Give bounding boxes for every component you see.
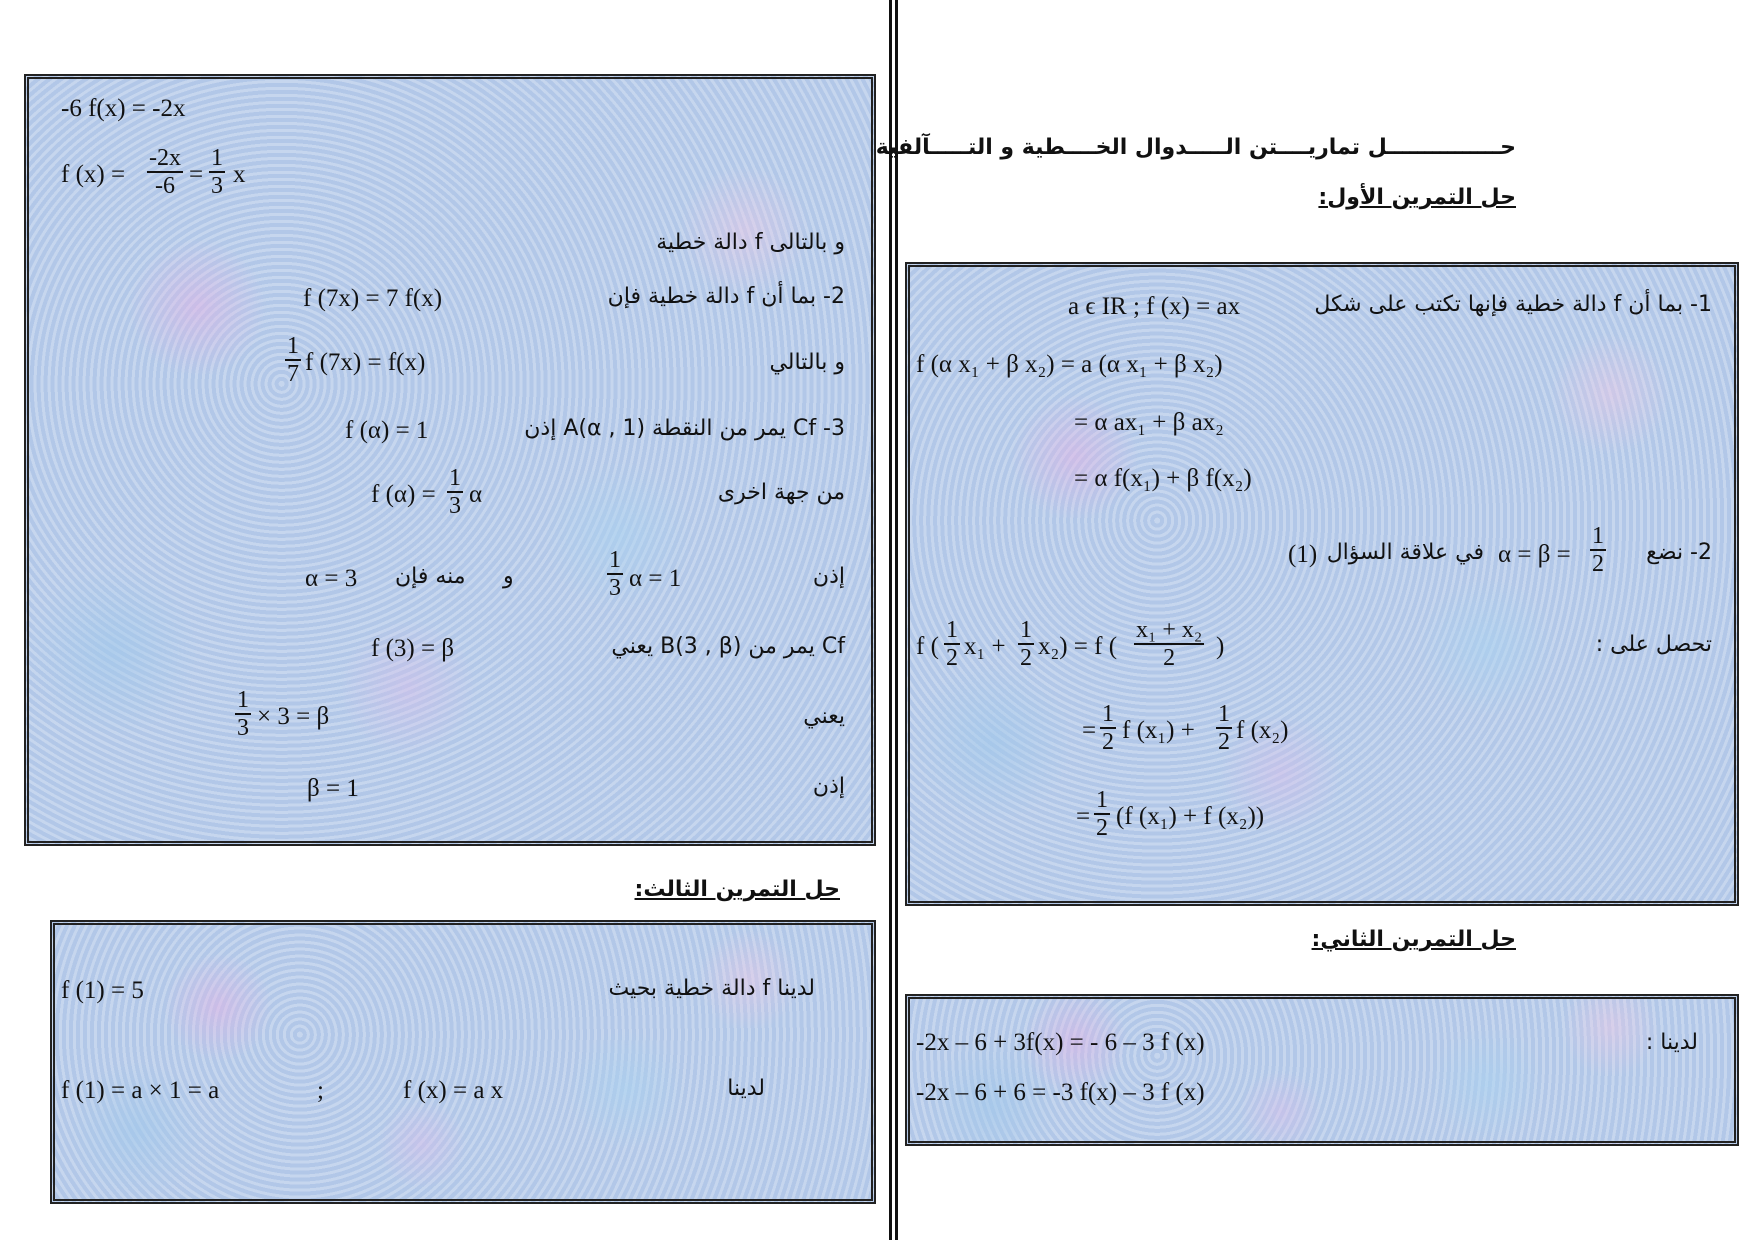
ex1-line7-a: = xyxy=(1082,717,1097,744)
cont-line9-text: Cf يمر من (B(3 , β يعني xyxy=(611,634,845,659)
cont-line9-math: f (3) = β xyxy=(371,635,455,662)
cont-line5-text: و بالتالي xyxy=(769,350,845,375)
ex1-line6-frac2 xyxy=(1018,617,1034,671)
ex1-line4-math: = α f(x₁) + β f(x₂) xyxy=(1074,465,1252,492)
fraction-denominator: 3 xyxy=(211,173,223,199)
fraction-denominator: 2 xyxy=(1592,551,1604,577)
cont-line7-a: f (α) = xyxy=(371,481,436,508)
fraction-numerator: 1 xyxy=(449,465,461,491)
ex1-line7-frac1 xyxy=(1100,701,1116,755)
ex1-line8-a: = xyxy=(1076,803,1091,830)
cont-line7-text: من جهة اخرى xyxy=(717,480,845,505)
cont-line8-text2: و xyxy=(503,564,514,589)
ex2-line1-math: -2x – 6 + 3f(x) = - 6 – 3 f (x) xyxy=(916,1029,1205,1056)
cont-line6-math: f (α) = 1 xyxy=(345,417,429,444)
cont-line8-text1: إذن xyxy=(812,564,845,589)
fraction-denominator: 3 xyxy=(609,575,621,601)
continuation-box xyxy=(24,74,876,846)
cont-line7-frac xyxy=(447,465,463,519)
exercise-2-heading: حل التمرين الثاني: xyxy=(1311,927,1516,952)
ex1-line2-math: f (α x₁ + β x₂) = a (α x₁ + β x₂) xyxy=(916,351,1223,378)
cont-line11-math: β = 1 xyxy=(307,775,359,802)
ex2-line1-text: لدينا : xyxy=(1645,1030,1698,1055)
ex1-line5-eq: α = β = xyxy=(1498,541,1571,568)
exercise-2-box xyxy=(905,994,1739,1146)
exercise-1-heading: حل التمرين الأول: xyxy=(1318,185,1516,210)
fraction-numerator: 1 xyxy=(946,617,958,643)
ex1-line6-frac1 xyxy=(944,617,960,671)
cont-line2-eq: = xyxy=(189,161,204,188)
ex1-half-fraction xyxy=(1590,523,1606,577)
fraction-denominator: 7 xyxy=(287,361,299,387)
fraction-numerator: 1 xyxy=(609,547,621,573)
cont-line6-text: 3- Cf يمر من النقطة (1 , A(α إذن xyxy=(524,416,845,441)
cont-line2-frac2 xyxy=(209,145,225,199)
ex3-line1-text: لدينا f دالة خطية بحيث xyxy=(608,976,815,1001)
ex1-line7-frac2 xyxy=(1216,701,1232,755)
ex1-line8-b: (f (x₁) + f (x₂)) xyxy=(1116,803,1265,830)
fraction-denominator: 2 xyxy=(1218,729,1230,755)
cont-line1: -6 f(x) = -2x xyxy=(61,95,186,122)
fraction-numerator: 1 xyxy=(1592,523,1604,549)
fraction-denominator: 2 xyxy=(1020,645,1032,671)
ex3-line1-math: f (1) = 5 xyxy=(61,977,144,1004)
cont-line2-a: f (x) = xyxy=(61,161,126,188)
page-title: حـــــــــــــــل تماريــــتن الـــــدوال الخــــطية و التـــــآلفية xyxy=(875,135,1516,160)
fraction-denominator: 2 xyxy=(1096,815,1108,841)
ex1-line6-b: x₁ + xyxy=(964,633,1006,660)
cont-line2-frac1 xyxy=(147,145,183,199)
cont-line10-math: × 3 = β xyxy=(257,703,330,730)
exercise-3-heading: حل التمرين الثالث: xyxy=(634,877,840,902)
fraction-numerator: 1 xyxy=(211,145,223,171)
ex1-line8-frac xyxy=(1094,787,1110,841)
ex1-line7-b: f (x₁) + xyxy=(1122,717,1195,744)
cont-line11-text: إذن xyxy=(812,774,845,799)
cont-line8-frac xyxy=(607,547,623,601)
ex3-line2-a: f (x) = a x xyxy=(403,1077,504,1104)
cont-line10-frac xyxy=(235,687,251,741)
fraction-numerator: -2x xyxy=(149,145,181,171)
cont-line5-frac xyxy=(285,333,301,387)
ex3-line2-text: لدينا xyxy=(727,1076,765,1101)
ex1-line7-c: f (x₂) xyxy=(1236,717,1289,744)
ex1-line1-text: 1- بما أن f دالة خطية فإنها تكتب على شكل xyxy=(1314,292,1712,317)
cont-line3-text: و بالتالى f دالة خطية xyxy=(656,230,845,255)
ex1-line5-text2: في علاقة السؤال xyxy=(1326,540,1484,565)
fraction-numerator: x₁ + x₂ xyxy=(1136,617,1203,643)
ex2-line2-math: -2x – 6 + 6 = -3 f(x) – 3 f (x) xyxy=(916,1079,1205,1106)
column-divider xyxy=(889,0,898,1240)
exercise-1-box xyxy=(905,262,1739,906)
fraction-denominator: 3 xyxy=(237,715,249,741)
fraction-denominator: 3 xyxy=(449,493,461,519)
cont-line2-x: x xyxy=(233,161,246,188)
cont-line8-b: α = 3 xyxy=(305,565,358,592)
ex1-line6-c: x₂) = f ( xyxy=(1038,633,1118,660)
cont-line4-text: 2- بما أن f دالة خطية فإن xyxy=(607,284,845,309)
ex3-line2-b: f (1) = a × 1 = a xyxy=(61,1077,220,1104)
exercise-3-box xyxy=(50,920,876,1204)
ex1-line5-ref: (1) xyxy=(1288,541,1318,568)
fraction-numerator: 1 xyxy=(1020,617,1032,643)
cont-line4-math: f (7x) = 7 f(x) xyxy=(303,285,443,312)
ex1-line6-frac3 xyxy=(1134,617,1204,671)
fraction-numerator: 1 xyxy=(287,333,299,359)
fraction-numerator: 1 xyxy=(1218,701,1230,727)
ex3-line2-sep: ; xyxy=(317,1077,324,1104)
ex1-line6-a: f ( xyxy=(916,633,939,660)
fraction-denominator: 2 xyxy=(946,645,958,671)
fraction-denominator: 2 xyxy=(1102,729,1114,755)
ex1-line5-text: 2- نضع xyxy=(1646,540,1712,565)
ex1-line6-text: تحصل على : xyxy=(1595,632,1712,657)
ex1-line3-math: = α ax₁ + β ax₂ xyxy=(1074,409,1224,436)
cont-line7-b: α xyxy=(469,481,483,508)
cont-line10-text: يعني xyxy=(803,704,845,729)
ex1-line6-d: ) xyxy=(1216,633,1225,660)
cont-line8-text3: منه فإن xyxy=(395,564,466,589)
fraction-numerator: 1 xyxy=(1096,787,1108,813)
fraction-numerator: 1 xyxy=(1102,701,1114,727)
ex1-line1-math: a ϵ IR ; f (x) = ax xyxy=(1068,293,1241,320)
fraction-denominator: -6 xyxy=(155,173,175,199)
cont-line5-math: f (7x) = f(x) xyxy=(305,349,426,376)
fraction-denominator: 2 xyxy=(1163,645,1176,671)
fraction-numerator: 1 xyxy=(237,687,249,713)
cont-line8-a: α = 1 xyxy=(629,565,682,592)
